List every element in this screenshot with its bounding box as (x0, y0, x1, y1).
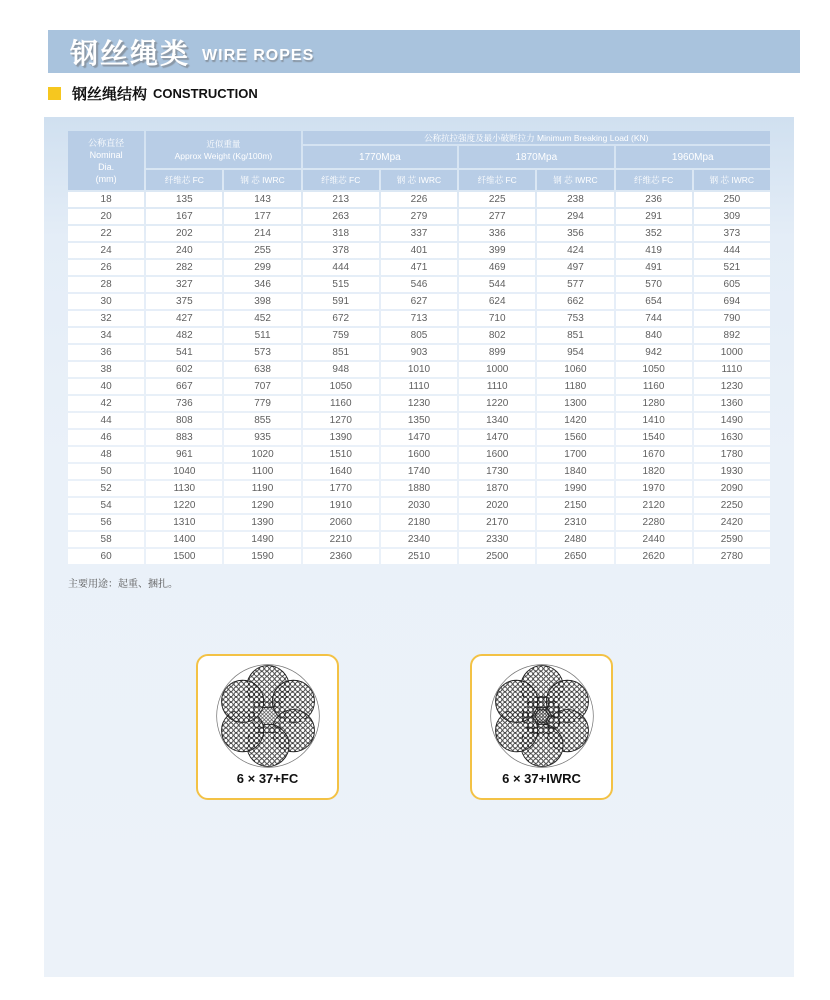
table-cell: 1770 (303, 481, 379, 496)
table-cell: 1560 (537, 430, 613, 445)
banner-title-en: WIRE ROPES (202, 46, 315, 64)
table-cell: 736 (146, 396, 222, 411)
table-cell: 52 (68, 481, 144, 496)
table-cell: 135 (146, 192, 222, 207)
table-row (68, 396, 770, 411)
table-cell: 30 (68, 294, 144, 309)
table-cell: 58 (68, 532, 144, 547)
table-cell: 710 (459, 311, 535, 326)
table-cell: 240 (146, 243, 222, 258)
table-cell: 497 (537, 260, 613, 275)
table-cell: 805 (381, 328, 457, 343)
table-cell: 18 (68, 192, 144, 207)
table-cell: 948 (303, 362, 379, 377)
table-cell: 1590 (224, 549, 300, 564)
table-cell: 899 (459, 345, 535, 360)
table-cell: 1820 (616, 464, 692, 479)
table-cell: 299 (224, 260, 300, 275)
diagram-card-iwrc (470, 654, 613, 800)
page-banner (48, 30, 800, 73)
table-cell: 1420 (537, 413, 613, 428)
header-weight-zh: 近似重量 (206, 138, 241, 149)
table-row (68, 413, 770, 428)
table-cell: 638 (224, 362, 300, 377)
table-cell: 1360 (694, 396, 770, 411)
table-cell: 38 (68, 362, 144, 377)
table-cell: 1110 (459, 379, 535, 394)
table-cell: 790 (694, 311, 770, 326)
table-cell: 1600 (381, 447, 457, 462)
table-cell: 28 (68, 277, 144, 292)
table-cell: 373 (694, 226, 770, 241)
table-cell: 1470 (381, 430, 457, 445)
table-cell: 54 (68, 498, 144, 513)
table-cell: 32 (68, 311, 144, 326)
table-cell: 1340 (459, 413, 535, 428)
table-cell: 46 (68, 430, 144, 445)
table-cell: 707 (224, 379, 300, 394)
table-cell: 48 (68, 447, 144, 462)
table-cell: 1300 (537, 396, 613, 411)
table-cell: 1000 (459, 362, 535, 377)
table-cell: 2480 (537, 532, 613, 547)
table-cell: 318 (303, 226, 379, 241)
table-cell: 401 (381, 243, 457, 258)
table-cell: 1470 (459, 430, 535, 445)
table-cell: 238 (537, 192, 613, 207)
table-cell: 1310 (146, 515, 222, 530)
table-cell: 2440 (616, 532, 692, 547)
table-cell: 1490 (694, 413, 770, 428)
table-cell: 2250 (694, 498, 770, 513)
table-cell: 954 (537, 345, 613, 360)
table-cell: 1930 (694, 464, 770, 479)
table-cell: 1160 (303, 396, 379, 411)
table-cell: 591 (303, 294, 379, 309)
table-row (68, 379, 770, 394)
table-cell: 1400 (146, 532, 222, 547)
table-cell: 667 (146, 379, 222, 394)
table-cell: 1050 (616, 362, 692, 377)
table-cell: 1180 (537, 379, 613, 394)
table-cell: 1010 (381, 362, 457, 377)
table-cell: 744 (616, 311, 692, 326)
table-cell: 1230 (694, 379, 770, 394)
table-cell: 2150 (537, 498, 613, 513)
wire-rope-table (66, 129, 772, 566)
section-heading (48, 84, 258, 102)
table-cell: 1780 (694, 447, 770, 462)
table-cell: 515 (303, 277, 379, 292)
table-cell: 294 (537, 209, 613, 224)
table-cell: 40 (68, 379, 144, 394)
table-cell: 398 (224, 294, 300, 309)
header-1870-iwrc: 钢 芯 IWRC (537, 170, 613, 190)
table-cell: 1600 (459, 447, 535, 462)
rope-cross-section-iwrc (487, 661, 597, 771)
table-cell: 22 (68, 226, 144, 241)
header-1770-fc: 纤维芯 FC (303, 170, 379, 190)
table-cell: 202 (146, 226, 222, 241)
table-cell: 935 (224, 430, 300, 445)
yellow-bullet-icon (48, 87, 61, 100)
table-cell: 544 (459, 277, 535, 292)
table-cell: 2210 (303, 532, 379, 547)
table-cell: 1220 (459, 396, 535, 411)
table-cell: 1970 (616, 481, 692, 496)
header-1870-fc: 纤维芯 FC (459, 170, 535, 190)
header-1770mpa: 1770Mpa (303, 146, 457, 168)
table-cell: 2280 (616, 515, 692, 530)
table-cell: 1880 (381, 481, 457, 496)
table-cell: 24 (68, 243, 144, 258)
table-cell: 375 (146, 294, 222, 309)
table-cell: 2340 (381, 532, 457, 547)
table-cell: 2590 (694, 532, 770, 547)
table-cell: 337 (381, 226, 457, 241)
table-cell: 662 (537, 294, 613, 309)
table-cell: 36 (68, 345, 144, 360)
table-cell: 255 (224, 243, 300, 258)
table-row (68, 498, 770, 513)
table-cell: 167 (146, 209, 222, 224)
table-cell: 1410 (616, 413, 692, 428)
table-row (68, 243, 770, 258)
table-cell: 2500 (459, 549, 535, 564)
table-cell: 759 (303, 328, 379, 343)
table-cell: 427 (146, 311, 222, 326)
table-cell: 1130 (146, 481, 222, 496)
table-row (68, 362, 770, 377)
table-cell: 654 (616, 294, 692, 309)
header-1960-fc: 纤维芯 FC (616, 170, 692, 190)
table-cell: 1840 (537, 464, 613, 479)
table-cell: 1910 (303, 498, 379, 513)
table-row (68, 464, 770, 479)
header-1870mpa: 1870Mpa (459, 146, 613, 168)
table-cell: 482 (146, 328, 222, 343)
table-cell: 2620 (616, 549, 692, 564)
table-cell: 851 (537, 328, 613, 343)
table-cell: 1000 (694, 345, 770, 360)
table-row (68, 481, 770, 496)
rope-cross-section-fc (213, 661, 323, 771)
table-cell: 753 (537, 311, 613, 326)
header-dia-line4: (mm) (95, 173, 117, 184)
table-cell: 521 (694, 260, 770, 275)
table-cell: 1640 (303, 464, 379, 479)
table-cell: 2780 (694, 549, 770, 564)
header-weight-en: Approx Weight (Kg/100m) (174, 150, 273, 161)
table-cell: 2650 (537, 549, 613, 564)
table-cell: 279 (381, 209, 457, 224)
table-cell: 60 (68, 549, 144, 564)
table-cell: 399 (459, 243, 535, 258)
table-cell: 469 (459, 260, 535, 275)
table-cell: 2170 (459, 515, 535, 530)
table-cell: 452 (224, 311, 300, 326)
table-cell: 1160 (616, 379, 692, 394)
table-cell: 26 (68, 260, 144, 275)
table-cell: 2420 (694, 515, 770, 530)
header-1960-iwrc: 钢 芯 IWRC (694, 170, 770, 190)
table-row (68, 277, 770, 292)
table-cell: 602 (146, 362, 222, 377)
table-cell: 2510 (381, 549, 457, 564)
table-cell: 214 (224, 226, 300, 241)
table-cell: 143 (224, 192, 300, 207)
table-cell: 1040 (146, 464, 222, 479)
table-cell: 1510 (303, 447, 379, 462)
table-cell: 1870 (459, 481, 535, 496)
table-cell: 291 (616, 209, 692, 224)
table-cell: 336 (459, 226, 535, 241)
table-row (68, 294, 770, 309)
table-cell: 573 (224, 345, 300, 360)
table-cell: 802 (459, 328, 535, 343)
table-row (68, 311, 770, 326)
table-cell: 1270 (303, 413, 379, 428)
table-cell: 546 (381, 277, 457, 292)
table-cell: 34 (68, 328, 144, 343)
table-cell: 1490 (224, 532, 300, 547)
table-cell: 1100 (224, 464, 300, 479)
table-cell: 282 (146, 260, 222, 275)
table-cell: 2310 (537, 515, 613, 530)
table-row (68, 515, 770, 530)
header-nominal-dia (68, 131, 144, 190)
header-weight-fc: 纤维芯 FC (146, 170, 222, 190)
table-cell: 1110 (694, 362, 770, 377)
table-row (68, 328, 770, 343)
table-header (68, 131, 770, 190)
table-cell: 892 (694, 328, 770, 343)
header-weight-iwrc: 钢 芯 IWRC (224, 170, 300, 190)
table-cell: 1390 (224, 515, 300, 530)
table-cell: 624 (459, 294, 535, 309)
table-cell: 352 (616, 226, 692, 241)
table-cell: 424 (537, 243, 613, 258)
section-title-en: CONSTRUCTION (153, 85, 258, 101)
table-cell: 903 (381, 345, 457, 360)
diagram-label-iwrc: 6 × 37+IWRC (502, 771, 581, 786)
table-cell: 356 (537, 226, 613, 241)
table-cell: 263 (303, 209, 379, 224)
table-cell: 808 (146, 413, 222, 428)
table-cell: 327 (146, 277, 222, 292)
header-dia-line3: Dia. (98, 161, 115, 172)
header-dia-line2: Nominal (89, 149, 123, 160)
table-cell: 541 (146, 345, 222, 360)
table-row (68, 447, 770, 462)
table-cell: 779 (224, 396, 300, 411)
section-title-zh: 钢丝绳结构 (72, 85, 148, 103)
table-cell: 225 (459, 192, 535, 207)
table-cell: 1290 (224, 498, 300, 513)
table-cell: 20 (68, 209, 144, 224)
table-cell: 840 (616, 328, 692, 343)
table-cell: 471 (381, 260, 457, 275)
table-cell: 942 (616, 345, 692, 360)
table-row (68, 226, 770, 241)
table-cell: 44 (68, 413, 144, 428)
table-cell: 851 (303, 345, 379, 360)
table-cell: 570 (616, 277, 692, 292)
table-cell: 2330 (459, 532, 535, 547)
table-cell: 1500 (146, 549, 222, 564)
banner-title-zh: 钢丝绳类 (70, 37, 191, 69)
table-cell: 2360 (303, 549, 379, 564)
table-cell: 236 (616, 192, 692, 207)
table-cell: 226 (381, 192, 457, 207)
table-cell: 605 (694, 277, 770, 292)
table-cell: 1190 (224, 481, 300, 496)
table-cell: 1670 (616, 447, 692, 462)
table-cell: 419 (616, 243, 692, 258)
diagram-card-fc (196, 654, 339, 800)
table-cell: 2180 (381, 515, 457, 530)
table-cell: 883 (146, 430, 222, 445)
table-cell: 627 (381, 294, 457, 309)
header-dia-line1: 公称直径 (88, 137, 125, 148)
table-cell: 1020 (224, 447, 300, 462)
table-cell: 56 (68, 515, 144, 530)
table-cell: 1050 (303, 379, 379, 394)
table-cell: 1280 (616, 396, 692, 411)
table-cell: 1350 (381, 413, 457, 428)
table-row (68, 430, 770, 445)
table-row (68, 260, 770, 275)
header-1770-iwrc: 钢 芯 IWRC (381, 170, 457, 190)
table-cell: 855 (224, 413, 300, 428)
table-row (68, 209, 770, 224)
table-cell: 511 (224, 328, 300, 343)
table-cell: 1630 (694, 430, 770, 445)
table-cell: 309 (694, 209, 770, 224)
table-cell: 961 (146, 447, 222, 462)
table-cell: 277 (459, 209, 535, 224)
table-cell: 250 (694, 192, 770, 207)
table-cell: 1700 (537, 447, 613, 462)
table-cell: 2060 (303, 515, 379, 530)
table-cell: 378 (303, 243, 379, 258)
table-cell: 1990 (537, 481, 613, 496)
table-cell: 2030 (381, 498, 457, 513)
table-cell: 1540 (616, 430, 692, 445)
table-row (68, 345, 770, 360)
table-cell: 50 (68, 464, 144, 479)
table-cell: 1730 (459, 464, 535, 479)
table-row (68, 532, 770, 547)
table-cell: 1220 (146, 498, 222, 513)
table-cell: 1060 (537, 362, 613, 377)
table-cell: 2120 (616, 498, 692, 513)
table-cell: 42 (68, 396, 144, 411)
table-cell: 213 (303, 192, 379, 207)
table-cell: 2020 (459, 498, 535, 513)
table-row (68, 192, 770, 207)
header-breaking-load: 公称抗拉强度及最小破断拉力 Minimum Breaking Load (KN) (303, 131, 770, 144)
table-cell: 2090 (694, 481, 770, 496)
header-1960mpa: 1960Mpa (616, 146, 770, 168)
table-row (68, 549, 770, 564)
diagram-label-fc: 6 × 37+FC (236, 771, 299, 786)
table-cell: 694 (694, 294, 770, 309)
table-cell: 672 (303, 311, 379, 326)
table-cell: 1110 (381, 379, 457, 394)
table-cell: 177 (224, 209, 300, 224)
table-cell: 713 (381, 311, 457, 326)
header-approx-weight (146, 131, 300, 168)
table-cell: 1230 (381, 396, 457, 411)
usage-note: 主要用途：起重、捆扎。 (68, 579, 178, 590)
table-cell: 1390 (303, 430, 379, 445)
table-cell: 577 (537, 277, 613, 292)
content-panel (44, 117, 794, 977)
table-body (68, 192, 770, 564)
table-cell: 444 (694, 243, 770, 258)
table-cell: 346 (224, 277, 300, 292)
table-cell: 491 (616, 260, 692, 275)
table-cell: 444 (303, 260, 379, 275)
table-cell: 1740 (381, 464, 457, 479)
